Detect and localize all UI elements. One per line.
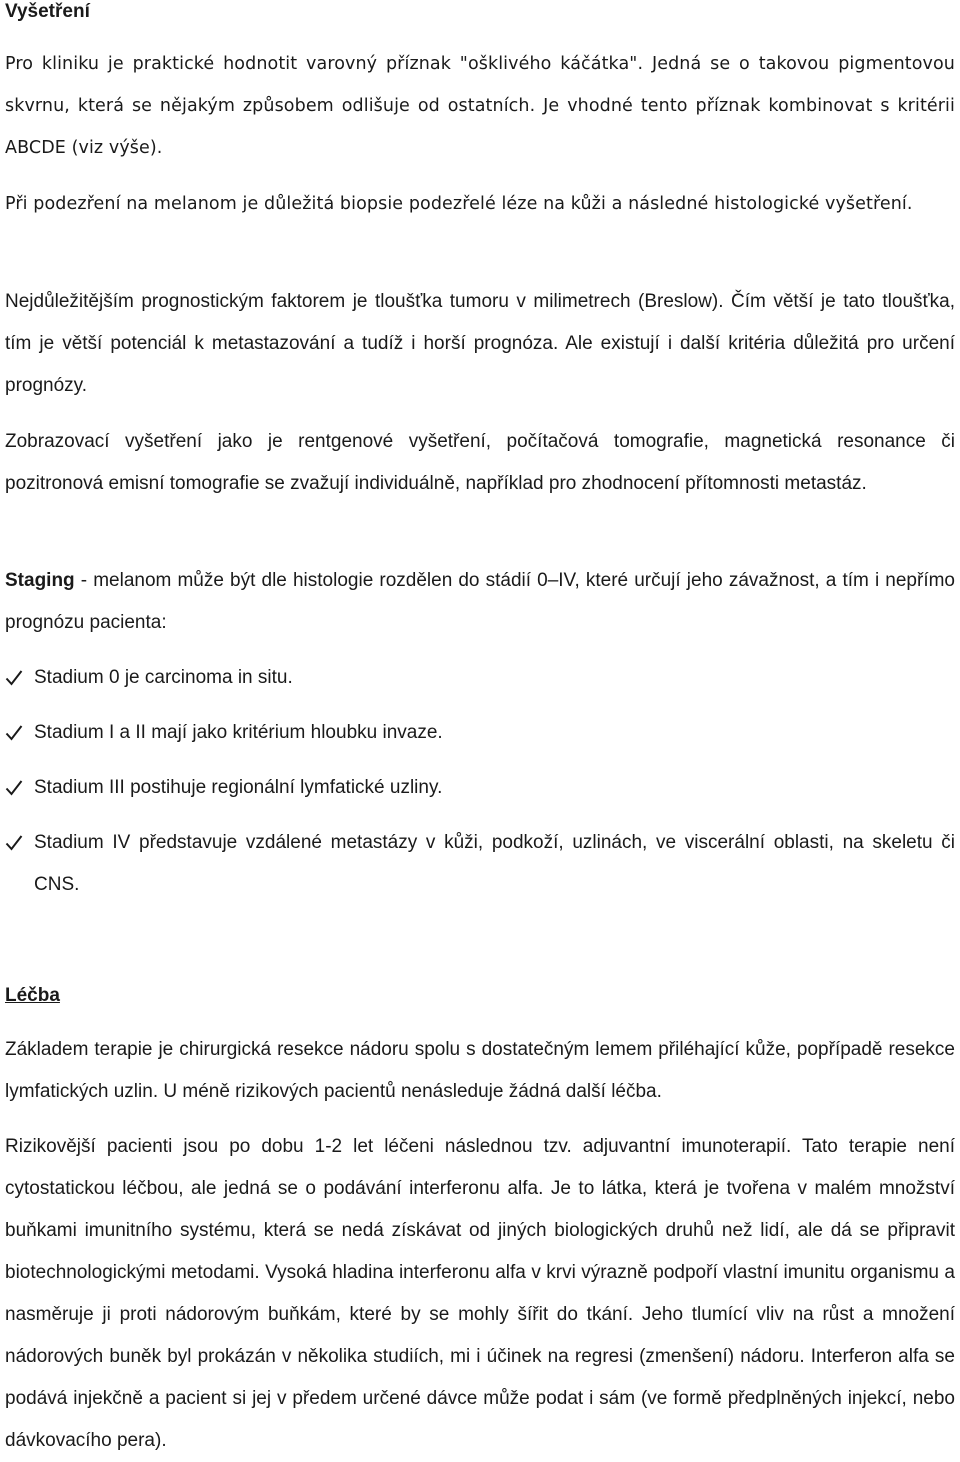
paragraph-ugly-duckling: Pro kliniku je praktické hodnotit varovný příznak "ošklivého káčátka". Jedná se o takovou pigmentovou skvrnu, která se nějakým způsobem odlišuje od ostatních. Je vhodné tento příznak kombinovat s kritérii ABCDE (viz výše).	[5, 54, 955, 158]
list-item-stage-0	[5, 657, 955, 699]
stage-text: Stadium 0 je carcinoma in situ.	[34, 667, 293, 688]
checkmark-icon	[5, 669, 23, 687]
staging-checklist	[5, 657, 955, 906]
stage-text: Stadium III postihuje regionální lymfatické uzliny.	[34, 777, 443, 798]
section-heading-treatment: Léčba	[5, 985, 60, 1006]
checkmark-icon	[5, 834, 23, 852]
stage-text: Stadium IV představuje vzdálené metastázy v kůži, podkoží, uzlinách, ve viscerální oblasti, na skeletu či CNS.	[34, 832, 955, 895]
paragraph-surgery: Základem terapie je chirurgická resekce nádoru spolu s dostatečným lemem přiléhající kůže, popřípadě resekce lymfatických uzlin. U méně rizikových pacientů nenásleduje žádná další léčba.	[5, 1039, 955, 1102]
list-item-stage-4	[5, 822, 955, 906]
paragraph-breslow: Nejdůležitějším prognostickým faktorem je tloušťka tumoru v milimetrech (Breslow). Čím větší je tato tloušťka, tím je větší potenciál k metastazování a tudíž i horší prognóza. Ale existují i další kritéria důležitá pro určení prognózy.	[5, 291, 955, 396]
staging-text: - melanom může být dle histologie rozdělen do stádií 0–IV, které určují jeho závažnost, a tím i nepřímo prognózu pacienta:	[5, 570, 955, 633]
list-item-stage-3	[5, 767, 955, 809]
section-heading-examination: Vyšetření	[5, 1, 90, 22]
list-item-stage-1-2	[5, 712, 955, 754]
staging-label: Staging	[5, 570, 75, 591]
paragraph-staging	[5, 560, 955, 644]
stage-text: Stadium I a II mají jako kritérium hloubku invaze.	[34, 722, 443, 743]
paragraph-immunotherapy: Rizikovější pacienti jsou po dobu 1-2 let léčeni následnou tzv. adjuvantní imunoterapií. Tato terapie není cytostatickou léčbou, ale jedná se o podávání interferonu alfa. Je to látka, která je tvořena v malém množství buňkami imunitního systému, která se nedá získávat od jiných biologických druhů než lidí, ale dá se připravit biotechnologickými metodami. Vysoká hladina interferonu alfa v krvi výrazně podpoří vlastní imunitu organismu a nasměruje ji proti nádorovým buňkám, které by se mohly šířit do tkání. Jeho tlumící vliv na růst a množení nádorových buněk byl prokázán v několika studiích, mi i účinek na regresi (zmenšení) nádoru. Interferon alfa se podává injekčně a pacient si jej v předem určené dávce může podat i sám (ve formě předplněných injekcí, nebo dávkovacího pera).	[5, 1136, 955, 1451]
paragraph-biopsy: Při podezření na melanom je důležitá biopsie podezřelé léze na kůži a následné histologické vyšetření.	[5, 194, 913, 214]
checkmark-icon	[5, 779, 23, 797]
paragraph-imaging: Zobrazovací vyšetření jako je rentgenové vyšetření, počítačová tomografie, magnetická resonance či pozitronová emisní tomografie se zvažují individuálně, například pro zhodnocení přítomnosti metastáz.	[5, 431, 955, 494]
checkmark-icon	[5, 724, 23, 742]
